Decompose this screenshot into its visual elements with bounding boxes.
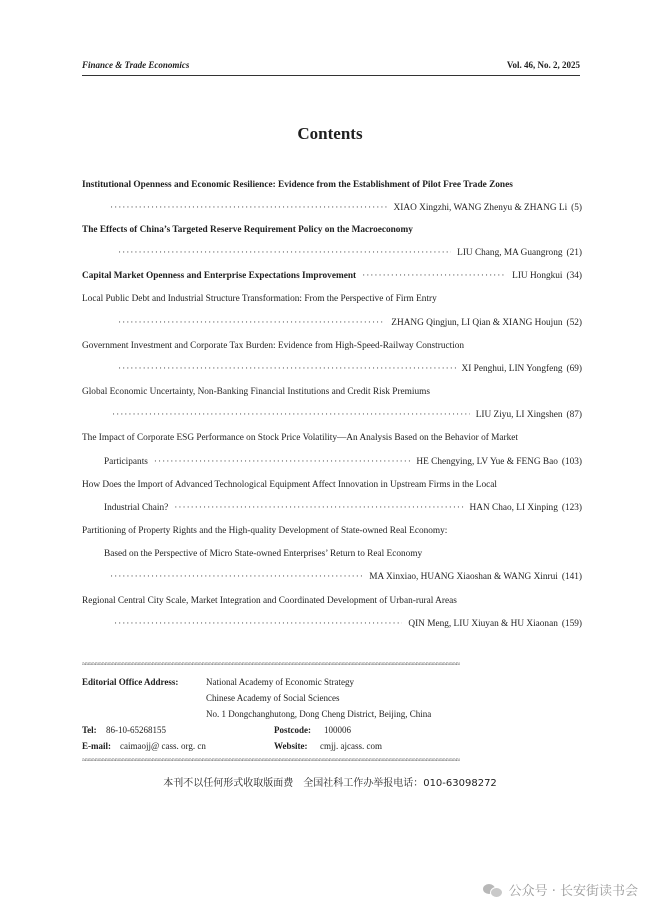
toc-entry-byline: [82, 501, 582, 515]
toc-page-number: (34): [566, 271, 582, 281]
toc-entry-byline: [82, 362, 582, 376]
volume-info: Vol. 46, No. 2, 2025: [506, 60, 580, 70]
dot-leader: [118, 362, 456, 376]
running-header: [82, 60, 580, 74]
address-line: Chinese Academy of Social Sciences: [206, 693, 340, 703]
toc-entry-title[interactable]: How Does the Import of Advanced Technological Equipment Affect Innovation in Upstream Firms in the Local: [82, 480, 497, 490]
header-rule: [82, 75, 580, 76]
toc-entry-title[interactable]: Regional Central City Scale, Market Integration and Coordinated Development of Urban-rural Areas: [82, 596, 457, 606]
dot-leader: [118, 316, 385, 330]
toc-page-number: (69): [566, 364, 582, 374]
toc-page-number: (21): [566, 248, 582, 258]
toc-authors: HAN Chao, LI Xinping: [469, 503, 558, 513]
email-value[interactable]: caimaojj@ cass. org. cn: [120, 741, 206, 751]
toc-entry-title[interactable]: Global Economic Uncertainty, Non-Banking Financial Institutions and Credit Risk Premiums: [82, 387, 430, 397]
dot-leader: [112, 408, 470, 422]
toc-entry-byline: [82, 408, 582, 422]
address-line: No. 1 Dongchanghutong, Dong Cheng District, Beijing, China: [206, 709, 432, 719]
toc-authors: ZHANG Qingjun, LI Qian & XIANG Houjun: [391, 318, 563, 328]
website-value[interactable]: cmjj. ajcass. com: [320, 741, 382, 751]
toc-entry-byline: [82, 246, 582, 260]
dot-leader: [110, 201, 388, 215]
fee-notice: 本刊不以任何形式收取版面费 全国社科工作办举报电话：010-63098272: [163, 778, 497, 789]
wechat-icon: [483, 882, 503, 898]
toc-entry-subtitle: Based on the Perspective of Micro State-owned Enterprises’ Return to Real Economy: [104, 549, 423, 559]
toc-entry-title[interactable]: Partitioning of Property Rights and the High-quality Development of State-owned Real Economy:: [82, 526, 448, 536]
toc-entry-single[interactable]: [82, 269, 582, 283]
toc-page-number: (87): [566, 410, 582, 420]
toc-authors: MA Xinxiao, HUANG Xiaoshan & WANG Xinrui: [369, 572, 558, 582]
page-title: Contents: [297, 124, 363, 143]
toc-entry-byline: [82, 617, 582, 631]
toc-page-number: (123): [561, 503, 582, 513]
email-label: E-mail:: [82, 741, 111, 751]
toc-page-number: (52): [566, 318, 582, 328]
toc-entry-byline: [82, 570, 582, 584]
decorative-border-bottom: [82, 757, 580, 763]
dot-leader: [362, 269, 506, 283]
dot-leader: [114, 617, 402, 631]
address-label: Editorial Office Address:: [82, 677, 179, 687]
watermark: [483, 880, 638, 899]
toc-entry-byline: [82, 201, 582, 215]
postcode-value: 100006: [324, 725, 351, 735]
toc-authors: LIU Ziyu, LI Xingshen: [475, 410, 563, 420]
journal-name: Finance & Trade Economics: [82, 60, 190, 70]
toc-page-number: (141): [561, 572, 582, 582]
toc-authors: XIAO Xingzhi, WANG Zhenyu & ZHANG Li: [393, 203, 568, 213]
watermark-text: 公众号 · 长安街读书会: [508, 884, 638, 899]
postcode-label: Postcode:: [274, 725, 311, 735]
toc-entry-title[interactable]: The Impact of Corporate ESG Performance on Stock Price Volatility—An Analysis Based on the Behavior of Market: [82, 433, 518, 443]
toc-page-number: (5): [571, 203, 582, 213]
tel-label: Tel:: [82, 725, 97, 735]
toc-page-number: (159): [561, 619, 582, 629]
toc-authors: LIU Chang, MA Guangrong: [457, 248, 563, 258]
dot-leader: [118, 246, 451, 260]
dot-leader: [154, 455, 411, 469]
toc-entry-title[interactable]: Institutional Openness and Economic Resilience: Evidence from the Establishment of Pilot Free Trade Zones: [82, 180, 513, 190]
toc-entry-byline: [82, 316, 582, 330]
toc-entry-title-cont: Industrial Chain?: [104, 503, 169, 513]
toc-authors: HE Chengying, LV Yue & FENG Bao: [416, 457, 558, 467]
decorative-border-top: [82, 661, 580, 667]
dot-leader: [174, 501, 463, 515]
toc-entry-title[interactable]: Local Public Debt and Industrial Structure Transformation: From the Perspective of Firm Entry: [82, 294, 437, 304]
toc-authors: XI Penghui, LIN Yongfeng: [461, 364, 563, 374]
toc-page-number: (103): [561, 457, 582, 467]
toc-entry-title-cont: Participants: [104, 457, 148, 467]
address-line: National Academy of Economic Strategy: [206, 677, 354, 687]
toc-entry-title[interactable]: The Effects of China’s Targeted Reserve Requirement Policy on the Macroeconomy: [82, 225, 413, 235]
toc-entry-title[interactable]: Government Investment and Corporate Tax Burden: Evidence from High-Speed-Railway Construction: [82, 341, 465, 351]
toc-entry-byline: [82, 455, 582, 469]
toc-entry-title: Capital Market Openness and Enterprise Expectations Improvement: [82, 271, 357, 281]
toc-authors: QIN Meng, LIU Xiuyan & HU Xiaonan: [408, 619, 558, 629]
dot-leader: [110, 570, 363, 584]
website-label: Website:: [274, 741, 308, 751]
toc-authors: LIU Hongkui: [512, 271, 563, 281]
tel-value: 86-10-65268155: [106, 725, 166, 735]
